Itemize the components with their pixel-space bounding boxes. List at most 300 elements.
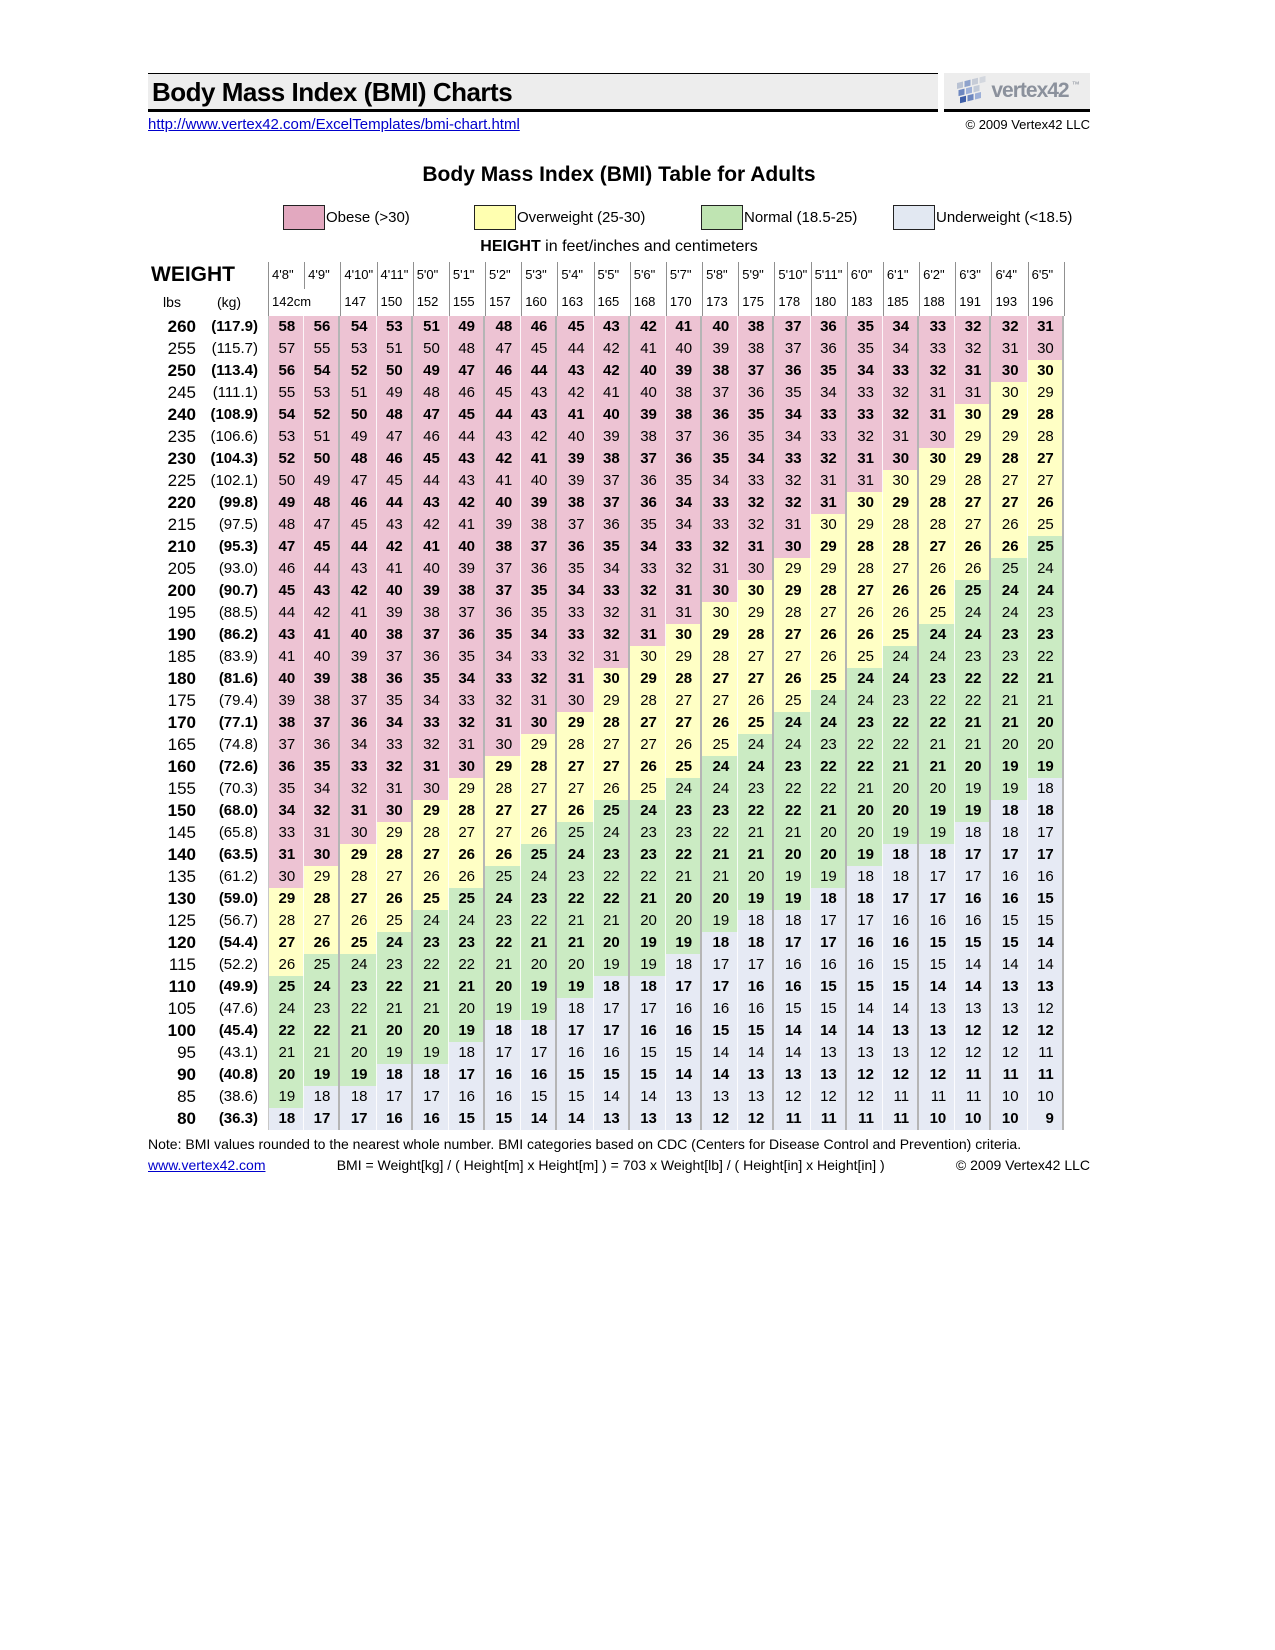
bmi-cell: 46 (340, 492, 376, 514)
bmi-cell: 37 (449, 602, 485, 624)
bmi-cell: 28 (991, 448, 1027, 470)
bmi-cell: 17 (811, 910, 847, 932)
bmi-cell: 33 (702, 514, 738, 536)
bmi-cell: 18 (1028, 800, 1064, 822)
bmi-cell: 33 (883, 360, 919, 382)
bmi-cell: 28 (268, 910, 304, 932)
bmi-cell: 36 (268, 756, 304, 778)
bmi-cell: 22 (847, 734, 883, 756)
bmi-cell: 22 (594, 866, 630, 888)
bmi-cell: 22 (991, 668, 1027, 690)
bmi-cell: 32 (991, 316, 1027, 338)
bmi-cell: 30 (883, 448, 919, 470)
bmi-cell: 18 (666, 954, 702, 976)
bmi-cell: 25 (304, 954, 340, 976)
bmi-cell: 50 (413, 338, 449, 360)
bmi-cell: 47 (268, 536, 304, 558)
bmi-cell: 50 (377, 360, 413, 382)
bmi-cell: 28 (919, 492, 955, 514)
bmi-cell: 23 (449, 932, 485, 954)
bmi-cell: 31 (955, 360, 991, 382)
height-column-header: 5'3" (521, 262, 557, 289)
bmi-cell: 48 (485, 316, 521, 338)
bmi-cell: 29 (449, 778, 485, 800)
bmi-cell: 38 (630, 426, 666, 448)
bmi-cell: 17 (1028, 844, 1064, 866)
bmi-cell: 19 (702, 910, 738, 932)
bmi-cell: 15 (919, 954, 955, 976)
bmi-cell: 32 (594, 602, 630, 624)
bmi-row-160 (148, 756, 1064, 778)
bmi-cell: 47 (485, 338, 521, 360)
bmi-cell: 32 (955, 316, 991, 338)
bmi-cell: 31 (883, 426, 919, 448)
weight-lbs: 120 (167, 933, 196, 952)
bmi-cell: 16 (774, 954, 810, 976)
bmi-cell: 34 (738, 448, 774, 470)
bmi-row-105 (148, 998, 1064, 1020)
bmi-cell: 12 (955, 1042, 991, 1064)
bmi-cell: 35 (304, 756, 340, 778)
bmi-cell: 32 (774, 492, 810, 514)
bmi-cell: 31 (377, 778, 413, 800)
bmi-cell: 41 (377, 558, 413, 580)
bmi-cell: 15 (811, 976, 847, 998)
bmi-cell: 26 (485, 844, 521, 866)
bmi-cell: 21 (919, 734, 955, 756)
bmi-cell: 22 (919, 712, 955, 734)
bmi-cell: 36 (413, 646, 449, 668)
bmi-cell: 12 (847, 1086, 883, 1108)
bmi-cell: 24 (594, 822, 630, 844)
bmi-cell: 32 (594, 624, 630, 646)
bmi-cell: 37 (485, 558, 521, 580)
weight-lbs: 245 (167, 383, 196, 402)
bmi-cell: 15 (738, 1020, 774, 1042)
bmi-cell: 25 (594, 800, 630, 822)
bmi-cell: 36 (666, 448, 702, 470)
bmi-cell: 26 (449, 866, 485, 888)
weight-lbs: 165 (167, 735, 196, 754)
bmi-cell: 38 (666, 404, 702, 426)
bmi-cell: 36 (630, 492, 666, 514)
weight-kg: (49.9) (218, 978, 258, 995)
height-cm-header: 185 (883, 289, 919, 316)
bmi-cell: 16 (1028, 866, 1064, 888)
height-cm-header: 193 (991, 289, 1027, 316)
bmi-cell: 33 (847, 404, 883, 426)
weight-kg: (56.7) (218, 912, 258, 929)
bmi-cell: 24 (738, 734, 774, 756)
bmi-cell: 26 (991, 514, 1027, 536)
bmi-cell: 38 (449, 580, 485, 602)
bmi-cell: 27 (449, 822, 485, 844)
bmi-cell: 20 (485, 976, 521, 998)
bmi-cell: 23 (811, 734, 847, 756)
bmi-cell: 22 (811, 756, 847, 778)
bmi-cell: 14 (1028, 954, 1064, 976)
bmi-cell: 24 (268, 998, 304, 1020)
bmi-cell: 43 (485, 426, 521, 448)
bmi-cell: 40 (304, 646, 340, 668)
bmi-cell: 21 (919, 756, 955, 778)
bmi-cell: 30 (340, 822, 376, 844)
bmi-cell: 15 (594, 1064, 630, 1086)
bmi-cell: 32 (919, 360, 955, 382)
bmi-cell: 14 (774, 1020, 810, 1042)
bmi-cell: 23 (955, 646, 991, 668)
bmi-cell: 38 (521, 514, 557, 536)
bmi-cell: 40 (268, 668, 304, 690)
bmi-cell: 42 (594, 360, 630, 382)
bmi-cell: 28 (449, 800, 485, 822)
vertex42-logo-text: vertex42 (991, 79, 1069, 102)
bmi-cell: 34 (304, 778, 340, 800)
bmi-cell: 34 (774, 404, 810, 426)
bmi-cell: 24 (991, 580, 1027, 602)
weight-lbs: 185 (167, 647, 196, 666)
obese-swatch (283, 205, 325, 230)
bmi-cell: 20 (557, 954, 593, 976)
weight-lbs: 80 (177, 1109, 196, 1128)
height-column-header: 5'1" (449, 262, 485, 289)
bmi-cell: 31 (991, 338, 1027, 360)
weight-lbs: 180 (167, 669, 196, 688)
bmi-cell: 12 (1028, 998, 1064, 1020)
weight-lbs: 190 (167, 625, 196, 644)
kg-header: (kg) (216, 294, 242, 310)
lbs-header: lbs (163, 294, 181, 310)
bmi-cell: 22 (666, 844, 702, 866)
bmi-cell: 27 (919, 536, 955, 558)
bmi-cell: 35 (521, 580, 557, 602)
weight-kg: (65.8) (218, 824, 258, 841)
bmi-cell: 41 (557, 404, 593, 426)
weight-kg: (93.0) (218, 560, 258, 577)
bmi-cell: 21 (557, 910, 593, 932)
bmi-cell: 34 (811, 382, 847, 404)
bmi-cell: 38 (485, 536, 521, 558)
bmi-row-85 (148, 1086, 1064, 1108)
bmi-cell: 21 (1028, 690, 1064, 712)
bmi-cell: 33 (919, 338, 955, 360)
underweight-label: Underweight (<18.5) (936, 208, 1073, 226)
bmi-cell: 23 (666, 822, 702, 844)
bmi-cell: 13 (991, 998, 1027, 1020)
bmi-cell: 28 (1028, 426, 1064, 448)
bmi-cell: 31 (666, 580, 702, 602)
bmi-cell: 27 (557, 778, 593, 800)
height-column-header: 5'0" (413, 262, 449, 289)
bmi-row-235 (148, 426, 1064, 448)
bmi-cell: 15 (847, 976, 883, 998)
bmi-cell: 12 (991, 1042, 1027, 1064)
bmi-cell: 11 (1028, 1042, 1064, 1064)
bmi-cell: 44 (521, 360, 557, 382)
bmi-cell: 20 (883, 800, 919, 822)
bmi-cell: 14 (811, 1020, 847, 1042)
height-cm-header-row (268, 289, 1065, 316)
bmi-cell: 43 (521, 382, 557, 404)
bmi-cell: 24 (991, 602, 1027, 624)
bmi-cell: 50 (268, 470, 304, 492)
bmi-cell: 16 (594, 1042, 630, 1064)
weight-kg: (106.6) (210, 428, 258, 445)
bmi-cell: 26 (811, 624, 847, 646)
weight-kg: (115.7) (211, 340, 258, 357)
bmi-cell: 30 (919, 426, 955, 448)
bmi-cell: 31 (413, 756, 449, 778)
bmi-cell: 9 (1028, 1108, 1064, 1130)
bmi-cell: 41 (268, 646, 304, 668)
bmi-cell: 17 (666, 976, 702, 998)
weight-kg: (111.1) (212, 384, 258, 401)
bmi-cell: 17 (521, 1042, 557, 1064)
bmi-cell: 27 (666, 690, 702, 712)
bmi-row-115 (148, 954, 1064, 976)
bmi-cell: 28 (485, 778, 521, 800)
height-column-header: 4'11" (377, 262, 413, 289)
height-cm-header: 170 (666, 289, 702, 316)
height-column-header: 6'0" (847, 262, 883, 289)
bmi-cell: 48 (377, 404, 413, 426)
bmi-cell: 12 (847, 1064, 883, 1086)
bmi-cell: 18 (847, 888, 883, 910)
bmi-cell: 17 (1028, 822, 1064, 844)
bmi-cell: 13 (811, 1064, 847, 1086)
bmi-cell: 45 (377, 470, 413, 492)
bmi-cell: 19 (991, 756, 1027, 778)
bmi-cell: 40 (557, 426, 593, 448)
bmi-cell: 18 (991, 800, 1027, 822)
bmi-cell: 39 (449, 558, 485, 580)
height-cm-header: 175 (738, 289, 774, 316)
bmi-row-155 (148, 778, 1064, 800)
bmi-cell: 40 (702, 316, 738, 338)
bmi-cell: 33 (340, 756, 376, 778)
bmi-cell: 29 (413, 800, 449, 822)
bmi-row-80 (148, 1108, 1064, 1130)
bmi-cell: 32 (666, 558, 702, 580)
bmi-cell: 32 (413, 734, 449, 756)
bmi-cell: 14 (594, 1086, 630, 1108)
bmi-cell: 49 (268, 492, 304, 514)
bmi-cell: 34 (847, 360, 883, 382)
bmi-cell: 19 (991, 778, 1027, 800)
page-title: Body Mass Index (BMI) Charts (152, 77, 513, 107)
bmi-cell: 32 (304, 800, 340, 822)
weight-kg: (79.4) (218, 692, 258, 709)
bmi-cell: 22 (883, 712, 919, 734)
weight-lbs: 155 (167, 779, 196, 798)
bmi-row-90 (148, 1064, 1064, 1086)
bmi-cell: 31 (666, 602, 702, 624)
bmi-cell: 17 (774, 932, 810, 954)
bmi-cell: 18 (955, 822, 991, 844)
bmi-cell: 40 (377, 580, 413, 602)
bmi-row-140 (148, 844, 1064, 866)
bmi-cell: 16 (991, 866, 1027, 888)
bmi-cell: 23 (630, 844, 666, 866)
bmi-cell: 25 (666, 756, 702, 778)
bmi-cell: 21 (268, 1042, 304, 1064)
bmi-cell: 29 (883, 492, 919, 514)
bmi-cell: 18 (991, 822, 1027, 844)
bmi-cell: 25 (521, 844, 557, 866)
bmi-cell: 30 (738, 558, 774, 580)
bmi-cell: 44 (413, 470, 449, 492)
bmi-cell: 16 (377, 1108, 413, 1130)
bmi-cell: 21 (413, 998, 449, 1020)
bmi-cell: 27 (1028, 448, 1064, 470)
bmi-cell: 15 (883, 954, 919, 976)
bmi-cell: 13 (666, 1108, 702, 1130)
bmi-cell: 35 (449, 646, 485, 668)
bmi-cell: 33 (557, 602, 593, 624)
bmi-cell: 14 (774, 1042, 810, 1064)
bmi-cell: 19 (594, 954, 630, 976)
bmi-cell: 19 (955, 778, 991, 800)
weight-lbs: 135 (167, 867, 196, 886)
bmi-cell: 29 (991, 426, 1027, 448)
height-cm-header: 150 (377, 289, 413, 316)
bmi-cell: 20 (630, 910, 666, 932)
bmi-cell: 30 (521, 712, 557, 734)
bmi-row-130 (148, 888, 1064, 910)
bmi-cell: 32 (738, 492, 774, 514)
bmi-cell: 30 (666, 624, 702, 646)
height-cm-header: 180 (811, 289, 847, 316)
bmi-cell: 26 (702, 712, 738, 734)
bmi-cell: 11 (1028, 1064, 1064, 1086)
bmi-cell: 19 (521, 998, 557, 1020)
bmi-cell: 42 (340, 580, 376, 602)
bmi-cell: 22 (955, 690, 991, 712)
bmi-cell: 20 (955, 756, 991, 778)
bmi-cell: 21 (702, 866, 738, 888)
bmi-cell: 18 (702, 932, 738, 954)
bmi-row-125 (148, 910, 1064, 932)
bmi-cell: 36 (702, 404, 738, 426)
bmi-cell: 23 (557, 866, 593, 888)
bmi-cell: 29 (955, 448, 991, 470)
vertex42-footer-link[interactable]: www.vertex42.com (148, 1157, 266, 1173)
bmi-cell: 40 (485, 492, 521, 514)
bmi-cell: 55 (268, 382, 304, 404)
bmi-cell: 11 (991, 1064, 1027, 1086)
bmi-cell: 17 (340, 1108, 376, 1130)
bmi-cell: 24 (557, 844, 593, 866)
weight-kg: (83.9) (218, 648, 258, 665)
bmi-cell: 15 (883, 976, 919, 998)
bmi-cell: 21 (702, 844, 738, 866)
height-cm-header: 191 (955, 289, 991, 316)
bmi-cell: 10 (991, 1108, 1027, 1130)
bmi-cell: 36 (521, 558, 557, 580)
bmi-cell: 34 (449, 668, 485, 690)
bmi-cell: 28 (883, 536, 919, 558)
bmi-cell: 12 (919, 1064, 955, 1086)
bmi-cell: 39 (485, 514, 521, 536)
height-cm-header: 157 (485, 289, 521, 316)
bmi-cell: 20 (702, 888, 738, 910)
bmi-cell: 53 (304, 382, 340, 404)
bmi-cell: 14 (666, 1064, 702, 1086)
bmi-cell: 16 (557, 1042, 593, 1064)
bmi-cell: 48 (413, 382, 449, 404)
bmi-cell: 31 (268, 844, 304, 866)
bmi-cell: 35 (377, 690, 413, 712)
bmi-cell: 27 (268, 932, 304, 954)
bmi-cell: 23 (847, 712, 883, 734)
weight-kg: (54.4) (218, 934, 258, 951)
bmi-cell: 26 (377, 888, 413, 910)
bmi-cell: 13 (594, 1108, 630, 1130)
bmi-cell: 42 (594, 338, 630, 360)
bmi-cell: 39 (557, 448, 593, 470)
bmi-cell: 18 (883, 844, 919, 866)
bmi-cell: 36 (449, 624, 485, 646)
bmi-cell: 19 (774, 866, 810, 888)
bmi-cell: 24 (630, 800, 666, 822)
bmi-cell: 34 (557, 580, 593, 602)
legend-item-underweight (893, 203, 1072, 231)
weight-lbs: 115 (168, 955, 196, 974)
bmi-cell: 14 (738, 1042, 774, 1064)
bmi-cell: 25 (340, 932, 376, 954)
bmi-cell: 54 (304, 360, 340, 382)
bmi-cell: 31 (630, 624, 666, 646)
table-subtitle: Body Mass Index (BMI) Table for Adults (422, 163, 816, 186)
bmi-cell: 33 (485, 668, 521, 690)
bmi-cell: 20 (340, 1042, 376, 1064)
bmi-cell: 30 (377, 800, 413, 822)
bmi-cell: 38 (666, 382, 702, 404)
template-url-link[interactable]: http://www.vertex42.com/ExcelTemplates/bmi-chart.html (148, 116, 520, 133)
weight-kg: (36.3) (218, 1110, 258, 1127)
height-column-header: 5'9" (738, 262, 774, 289)
bmi-cell: 32 (449, 712, 485, 734)
bmi-cell: 46 (485, 360, 521, 382)
weight-kg: (52.2) (218, 956, 258, 973)
bmi-cell: 28 (557, 734, 593, 756)
bmi-cell: 20 (847, 800, 883, 822)
bmi-cell: 23 (340, 976, 376, 998)
weight-lbs: 100 (167, 1021, 196, 1040)
weight-header: WEIGHT (151, 263, 235, 286)
bmi-cell: 26 (666, 734, 702, 756)
bmi-cell: 36 (738, 382, 774, 404)
bmi-row-250 (148, 360, 1064, 382)
bmi-cell: 52 (304, 404, 340, 426)
bmi-cell: 26 (955, 558, 991, 580)
bmi-cell: 22 (702, 822, 738, 844)
bmi-cell: 31 (340, 800, 376, 822)
bmi-cell: 15 (666, 1042, 702, 1064)
bmi-cell: 24 (847, 668, 883, 690)
bmi-cell: 12 (702, 1108, 738, 1130)
bmi-cell: 32 (377, 756, 413, 778)
bmi-cell: 42 (449, 492, 485, 514)
bmi-cell: 26 (1028, 492, 1064, 514)
bmi-cell: 20 (991, 734, 1027, 756)
weight-lbs: 160 (167, 757, 196, 776)
bmi-cell: 41 (594, 382, 630, 404)
bmi-cell: 30 (630, 646, 666, 668)
bmi-cell: 51 (413, 316, 449, 338)
bmi-cell: 31 (811, 470, 847, 492)
bmi-cell: 25 (413, 888, 449, 910)
